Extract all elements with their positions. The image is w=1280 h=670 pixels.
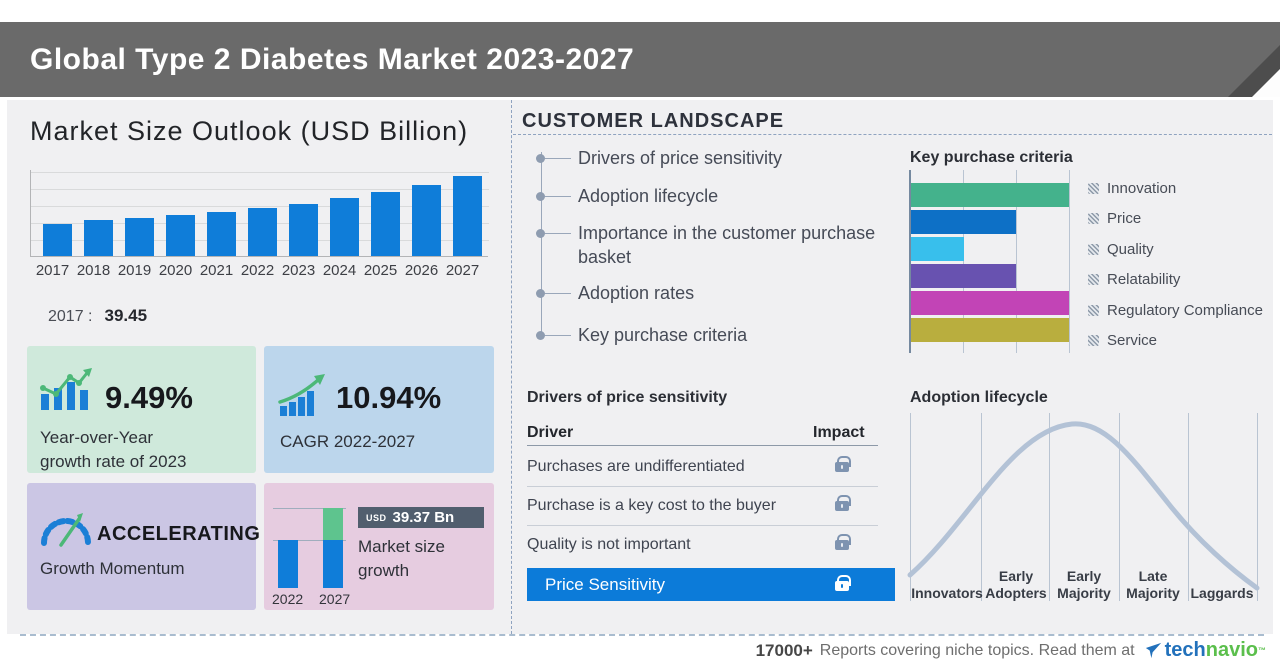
driver-column-header: Driver	[527, 424, 574, 441]
technavio-logo[interactable]	[1145, 639, 1266, 662]
legend-label: Relatability	[1107, 271, 1181, 289]
brand-part-tech: tech	[1164, 639, 1206, 661]
criteria-bar-price	[911, 210, 1016, 234]
hatched-swatch-icon	[1088, 335, 1099, 346]
year-tick-label: 2024	[322, 262, 357, 279]
legend-label: Price	[1107, 210, 1142, 228]
yoy-growth-card	[27, 346, 256, 473]
market-outlook-title: Market Size Outlook (USD Billion)	[30, 116, 469, 146]
footer-dashed-rule	[20, 634, 1264, 636]
stage-label-late-majority: Late Majority	[1126, 568, 1180, 601]
speedometer-icon	[39, 505, 93, 551]
trademark-mark: ™	[1258, 646, 1266, 655]
year-tick-label: 2022	[240, 262, 275, 279]
base-year-value: 39.45	[104, 306, 148, 325]
legend-item	[1088, 210, 1141, 227]
stage-label-laggards: Laggards	[1190, 585, 1254, 601]
base-year-note	[48, 306, 147, 326]
legend-item	[1088, 302, 1263, 319]
legend-item	[1088, 180, 1176, 197]
market-size-bar-2022	[248, 208, 277, 256]
legend-item	[1088, 241, 1154, 258]
driver-row-label: Purchase is a key cost to the buyer	[527, 497, 777, 514]
criteria-bar-relatability	[911, 264, 1016, 288]
customer-landscape-title: CUSTOMER LANDSCAPE	[522, 110, 785, 132]
growth-year-start: 2022	[272, 591, 304, 607]
legend-label: Quality	[1107, 240, 1154, 258]
lock-icon	[835, 501, 849, 511]
cagr-label: CAGR 2022-2027	[280, 432, 416, 451]
hatched-swatch-icon	[1088, 213, 1099, 224]
lock-icon	[835, 462, 849, 472]
growth-amount: 39.37 Bn	[392, 509, 455, 526]
stage-label-innovators: Innovators	[911, 585, 983, 601]
market-size-bar-2024	[330, 198, 359, 256]
adoption-lifecycle-title: Adoption lifecycle	[910, 389, 1048, 406]
market-size-bar-2020	[166, 215, 195, 256]
footer	[756, 639, 1266, 662]
market-size-bar-2025	[371, 192, 400, 256]
market-size-year-axis	[28, 262, 490, 279]
market-size-bar-2017	[43, 224, 72, 256]
market-size-bar-2019	[125, 218, 154, 256]
criteria-bar-innovation	[911, 183, 1069, 207]
bullet-dot-icon	[536, 154, 545, 163]
market-size-bar-2018	[84, 220, 113, 256]
brand-part-navio: navio	[1205, 639, 1258, 661]
growth-momentum-card	[27, 483, 261, 610]
growth-label: Market size growth	[358, 537, 445, 580]
growth-arrow-icon	[278, 374, 328, 416]
market-size-growth-card	[264, 483, 494, 610]
market-size-bar-2023	[289, 204, 318, 256]
lock-icon	[835, 540, 849, 550]
criteria-bar-regulatory-compliance	[911, 291, 1069, 315]
driver-row-label: Quality is not important	[527, 536, 691, 553]
yoy-growth-value: 9.49%	[105, 380, 193, 415]
criteria-bar-service	[911, 318, 1069, 342]
lock-icon	[835, 581, 849, 591]
bar-trend-icon	[39, 368, 93, 412]
year-tick-label: 2021	[199, 262, 234, 279]
year-tick-label: 2027	[445, 262, 480, 279]
criteria-bar-quality	[911, 237, 964, 261]
market-size-bar-2027	[453, 176, 482, 256]
landscape-item-label: Adoption rates	[578, 283, 695, 303]
market-size-bars	[31, 170, 489, 256]
bullet-dot-icon	[536, 192, 545, 201]
bullet-dot-icon	[536, 331, 545, 340]
legend-item	[1088, 271, 1180, 288]
bullet-tick	[545, 196, 571, 197]
growth-bar-2027-increment	[323, 508, 343, 540]
market-size-chart	[30, 170, 488, 257]
price-sensitivity-highlight-row	[527, 568, 895, 601]
impact-column-header: Impact	[813, 424, 865, 441]
bullet-dot-icon	[536, 289, 545, 298]
momentum-label: Growth Momentum	[40, 559, 185, 578]
market-size-bar-2026	[412, 185, 441, 256]
hatched-swatch-icon	[1088, 244, 1099, 255]
key-purchase-criteria-chart	[909, 170, 1069, 353]
row-divider	[527, 486, 878, 487]
bullet-tick	[545, 293, 571, 294]
year-tick-label: 2026	[404, 262, 439, 279]
legend-label: Service	[1107, 332, 1158, 349]
legend-label: Regulatory Compliance	[1107, 301, 1263, 319]
year-tick-label: 2023	[281, 262, 316, 279]
landscape-connector-line	[541, 152, 542, 337]
footer-text: Reports covering niche topics. Read them at	[819, 641, 1135, 659]
yoy-growth-label: Year-over-Year growth rate of 2023	[40, 428, 187, 471]
bullet-tick	[545, 158, 571, 159]
bullet-tick	[545, 233, 571, 234]
growth-bar-2027-base	[323, 540, 343, 588]
report-title-bar	[0, 22, 1280, 97]
growth-bar-2022	[278, 540, 298, 588]
highlight-label: Price Sensitivity	[545, 575, 665, 594]
bullet-dot-icon	[536, 229, 545, 238]
gridline	[1069, 170, 1070, 353]
market-size-bar-2021	[207, 212, 236, 256]
panel-divider	[511, 100, 512, 634]
driver-row-label: Purchases are undifferentiated	[527, 458, 745, 475]
growth-year-end: 2027	[319, 591, 351, 607]
year-tick-label: 2025	[363, 262, 398, 279]
bullet-tick	[545, 335, 571, 336]
key-purchase-criteria-title: Key purchase criteria	[910, 149, 1073, 166]
currency-label: USD	[366, 512, 387, 523]
price-sensitivity-title: Drivers of price sensitivity	[527, 389, 728, 406]
year-tick-label: 2017	[35, 262, 70, 279]
growth-amount-badge	[358, 507, 484, 528]
cagr-card	[264, 346, 494, 473]
table-header-rule	[527, 445, 878, 446]
momentum-value: ACCELERATING	[97, 523, 261, 545]
section-dashed-rule	[513, 134, 1272, 135]
landscape-item-label: Drivers of price sensitivity	[578, 148, 783, 168]
report-title: Global Type 2 Diabetes Market 2023-2027	[30, 43, 635, 76]
year-tick-label: 2019	[117, 262, 152, 279]
landscape-item-label: Importance in the customer purchase basket	[578, 223, 876, 267]
row-divider	[527, 525, 878, 526]
stage-label-early-adopters: Early Adopters	[985, 568, 1047, 601]
hatched-swatch-icon	[1088, 183, 1099, 194]
year-tick-label: 2020	[158, 262, 193, 279]
legend-label: Innovation	[1107, 180, 1177, 197]
stage-label-early-majority: Early Majority	[1057, 568, 1111, 601]
technavio-plane-icon	[1145, 642, 1162, 659]
landscape-item-label: Adoption lifecycle	[578, 186, 719, 206]
base-year-label: 2017 :	[48, 308, 93, 325]
hatched-swatch-icon	[1088, 274, 1099, 285]
page-fold-corner	[1252, 69, 1280, 97]
cagr-value: 10.94%	[336, 380, 442, 415]
report-count: 17000+	[755, 640, 813, 660]
legend-item	[1088, 332, 1157, 349]
hatched-swatch-icon	[1088, 305, 1099, 316]
landscape-item-label: Key purchase criteria	[578, 325, 748, 345]
year-tick-label: 2018	[76, 262, 111, 279]
